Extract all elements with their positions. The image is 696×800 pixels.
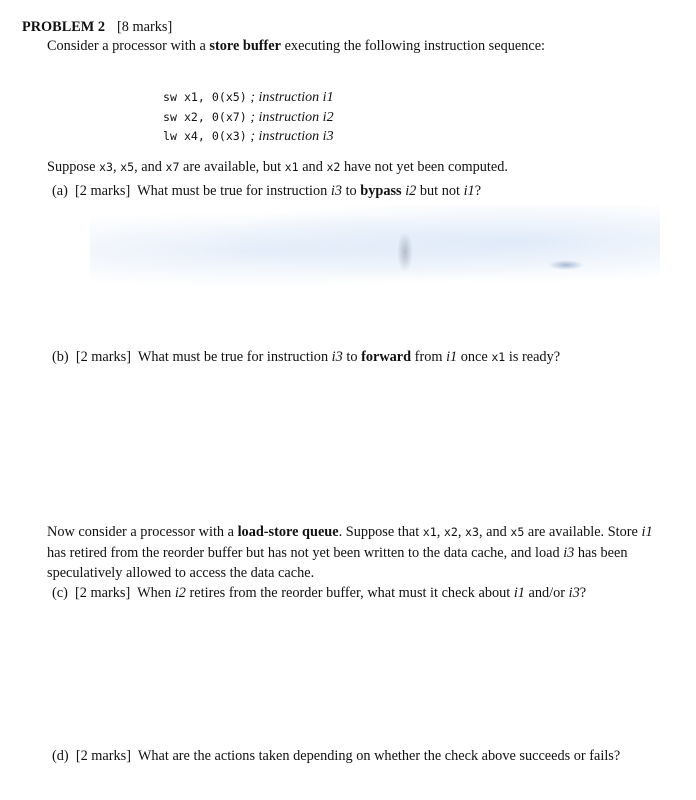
smudge-mark — [90, 205, 660, 295]
register: x3 — [99, 160, 113, 174]
bold-term: forward — [361, 349, 412, 365]
register: x1 — [491, 350, 506, 364]
code-comment: ; instruction i3 — [250, 129, 334, 144]
question-label: (c) — [52, 585, 68, 601]
problem-title: PROBLEM 2 — [22, 19, 106, 35]
code-line — [163, 88, 334, 108]
text-run: and — [298, 159, 327, 175]
instruction-ref: i3 — [568, 585, 580, 601]
code-line — [163, 127, 334, 147]
instruction-ref: i2 — [405, 183, 417, 199]
intro-bold-term: store buffer — [209, 38, 281, 54]
code-block — [163, 88, 334, 147]
text-run: has retired from the reorder buffer but has not yet been written to the data cache, and load — [47, 544, 564, 561]
text-run: retires from the reorder buffer, what must it check about — [185, 585, 514, 601]
text-run: , and — [479, 524, 511, 540]
question-a — [52, 181, 481, 202]
text-run: to — [342, 183, 361, 199]
code-line — [163, 108, 334, 128]
code-instruction: lw x4, 0(x3) — [163, 129, 247, 143]
problem-header — [22, 17, 172, 38]
instruction-ref: i1 — [513, 585, 525, 601]
code-comment: ; instruction i1 — [250, 90, 334, 105]
text-run: from — [411, 349, 447, 365]
instruction-ref: i3 — [330, 183, 342, 199]
text-run: but not — [416, 183, 464, 199]
question-marks: [2 marks] — [75, 349, 132, 365]
smudge-mark — [397, 232, 413, 272]
code-instruction: sw x1, 0(x5) — [163, 90, 247, 104]
problem-marks: [8 marks] — [117, 19, 173, 35]
instruction-ref: i1 — [641, 524, 653, 540]
text-run: What are the actions taken depending on whether the check above succeeds or fails? — [137, 748, 621, 764]
intro-text — [47, 36, 545, 57]
register: x2 — [443, 525, 458, 539]
text-run: have not yet been computed. — [340, 159, 508, 175]
question-label: (b) — [52, 349, 69, 365]
suppose-text — [47, 157, 508, 178]
question-label: (a) — [52, 183, 68, 199]
text-run: is ready? — [505, 349, 561, 365]
register: x5 — [120, 160, 135, 174]
instruction-ref: i3 — [563, 544, 575, 561]
text-run: , — [436, 524, 444, 540]
text-run: ? — [474, 183, 482, 199]
intro-suffix: executing the following instruction sequence: — [281, 38, 546, 54]
text-run: . Suppose that — [338, 524, 423, 540]
question-marks: [2 marks] — [75, 585, 131, 601]
question-marks: [2 marks] — [75, 748, 132, 764]
intro-prefix: Consider a processor with a — [47, 38, 210, 54]
instruction-ref: i1 — [446, 349, 458, 365]
register: x7 — [165, 160, 180, 174]
code-comment: ; instruction i2 — [250, 109, 334, 125]
register: x1 — [422, 525, 437, 539]
text-run: once — [457, 349, 492, 365]
question-b — [52, 347, 560, 368]
bold-term: bypass — [360, 183, 402, 199]
question-marks: [2 marks] — [75, 183, 131, 199]
smudge-mark — [548, 260, 584, 270]
text-run: , and — [134, 159, 166, 175]
text-run: When — [137, 585, 175, 601]
text-run: and/or — [524, 585, 569, 601]
register: x3 — [465, 525, 480, 539]
text-run: , — [457, 524, 466, 540]
register: x1 — [284, 160, 299, 174]
question-c — [52, 583, 586, 604]
question-label: (d) — [52, 748, 69, 764]
text-run: are available. Store — [524, 524, 642, 540]
text-run: to — [342, 349, 362, 365]
question-d — [52, 746, 620, 767]
code-instruction: sw x2, 0(x7) — [163, 109, 247, 124]
text-run: ? — [579, 585, 587, 601]
load-store-queue-paragraph — [47, 522, 675, 584]
bold-term: load-store queue — [237, 524, 339, 540]
text-run: What must be true for instruction — [137, 183, 331, 199]
instruction-ref: i2 — [174, 585, 186, 601]
register: x5 — [510, 525, 525, 539]
text-run: are available, but — [179, 159, 285, 175]
instruction-ref: i3 — [331, 349, 343, 365]
text-run: What must be true for instruction — [137, 349, 332, 365]
text-run: has been speculatively allowed to access the data cache. — [47, 544, 628, 581]
text-run: Now consider a processor with a — [47, 524, 238, 540]
text-run: , — [113, 159, 121, 175]
instruction-ref: i1 — [463, 183, 475, 199]
register: x2 — [326, 160, 341, 174]
text-run: Suppose — [47, 159, 100, 175]
